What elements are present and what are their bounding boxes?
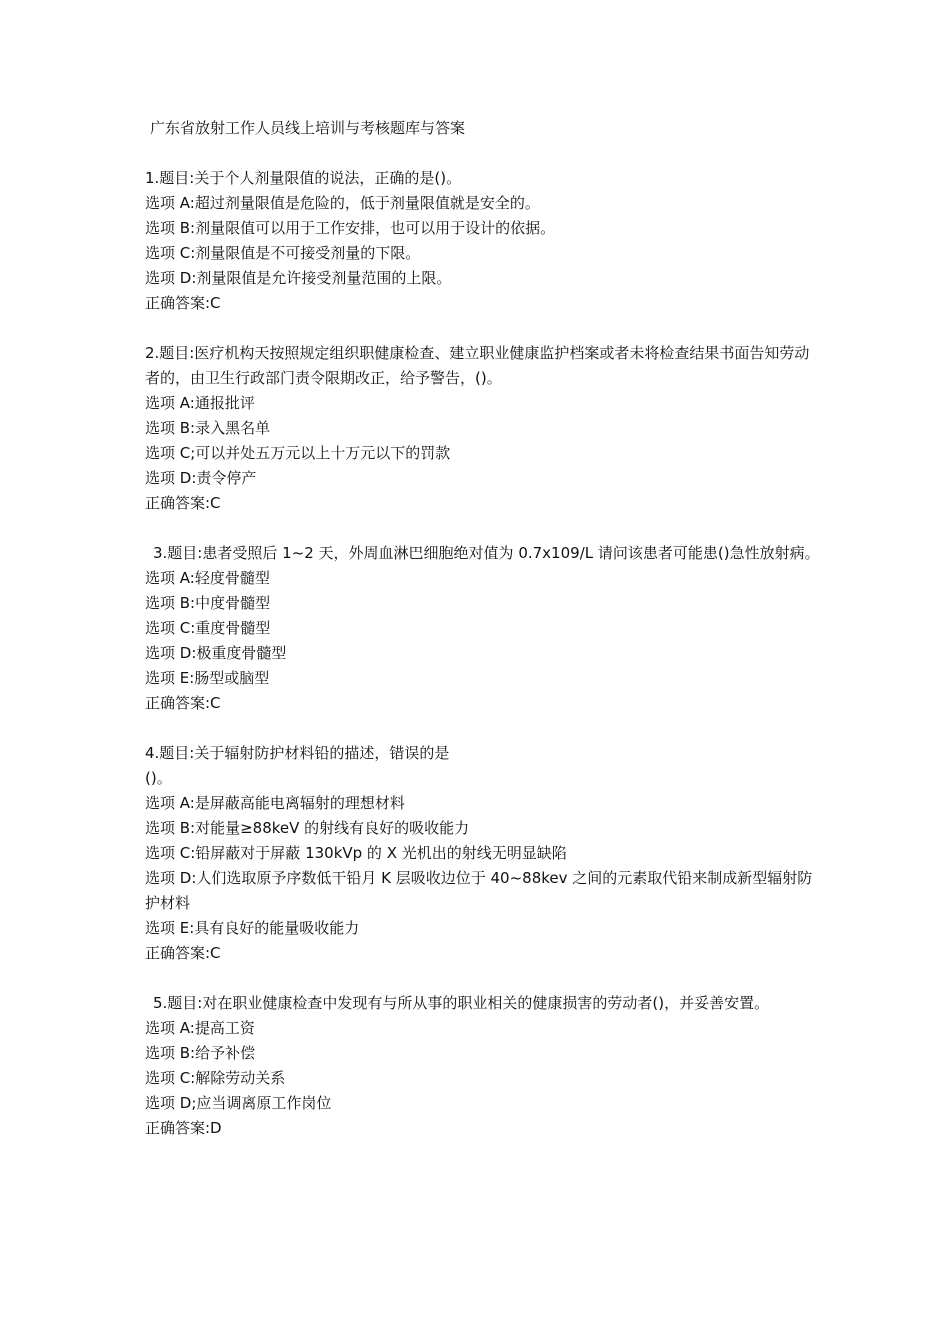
option-a: 选项 A:超过剂量限值是危险的，低于剂量限值就是安全的。 (145, 194, 540, 212)
option-d: 选项 D:极重度骨髓型 (145, 644, 287, 662)
option-d: 选项 D:人们选取原予序数低干铅月 K 层吸收边位于 40~88kev 之间的元素取代铅来制成新型辐射防护材料 (145, 869, 813, 912)
option-c: 选项 C;可以并处五万元以上十万元以下的罚款 (145, 444, 451, 462)
option-c: 选项 C:解除劳动关系 (145, 1069, 286, 1087)
question-stem: 5.题目:对在职业健康检查中发现有与所从事的职业相关的健康损害的劳动者()，并妥善安置。 (153, 994, 770, 1012)
question-3 (145, 541, 820, 716)
correct-answer: 正确答案:D (145, 1119, 222, 1137)
document-page (145, 116, 820, 1166)
option-c: 选项 C:铅屏蔽对于屏蔽 130kVp 的 X 光机出的射线无明显缺陷 (145, 844, 567, 862)
option-a: 选项 A:轻度骨髓型 (145, 569, 270, 587)
option-b: 选项 B:中度骨髓型 (145, 594, 271, 612)
option-c: 选项 C:重度骨髓型 (145, 619, 271, 637)
question-stem: 3.题目:患者受照后 1~2 天，外周血淋巴细胞绝对值为 0.7x109/L 请问该患者可能患()急性放射病。 (153, 544, 820, 562)
option-a: 选项 A:是屏蔽高能电离辐射的理想材料 (145, 794, 405, 812)
correct-answer: 正确答案:C (145, 944, 221, 962)
option-d: 选项 D:剂量限值是允许接受剂量范围的上限。 (145, 269, 452, 287)
correct-answer: 正确答案:C (145, 494, 221, 512)
option-b: 选项 B:剂量限值可以用于工作安排，也可以用于设计的依据。 (145, 219, 556, 237)
question-1 (145, 166, 820, 316)
question-stem: 4.题目:关于辐射防护材料铅的描述，错误的是 (145, 744, 450, 762)
correct-answer: 正确答案:C (145, 294, 221, 312)
question-stem: 2.题目:医疗机构天按照规定组织职健康检查、建立职业健康监护档案或者未将检查结果书面告知劳动者的，由卫生行政部门责令限期改正，给予警告，()。 (145, 344, 810, 387)
option-b: 选项 B:对能量≥88keV 的射线有良好的吸收能力 (145, 819, 470, 837)
option-b: 选项 B:给予补偿 (145, 1044, 256, 1062)
option-e: 选项 E:肠型或脑型 (145, 669, 270, 687)
question-2 (145, 341, 820, 516)
question-4 (145, 741, 820, 966)
correct-answer: 正确答案:C (145, 694, 221, 712)
option-b: 选项 B:录入黑名单 (145, 419, 271, 437)
option-a: 选项 A:提高工资 (145, 1019, 255, 1037)
option-d: 选项 D;应当调离原工作岗位 (145, 1094, 332, 1112)
option-d: 选项 D:责令停产 (145, 469, 257, 487)
option-e: 选项 E:具有良好的能量吸收能力 (145, 919, 360, 937)
question-stem-continuation: ()。 (145, 769, 172, 787)
option-a: 选项 A:通报批评 (145, 394, 255, 412)
option-c: 选项 C:剂量限值是不可接受剂量的下限。 (145, 244, 421, 262)
question-stem: 1.题目:关于个人剂量限值的说法，正确的是()。 (145, 169, 462, 187)
document-title: 广东省放射工作人员线上培训与考核题库与答案 (150, 119, 466, 137)
question-5 (145, 991, 820, 1141)
